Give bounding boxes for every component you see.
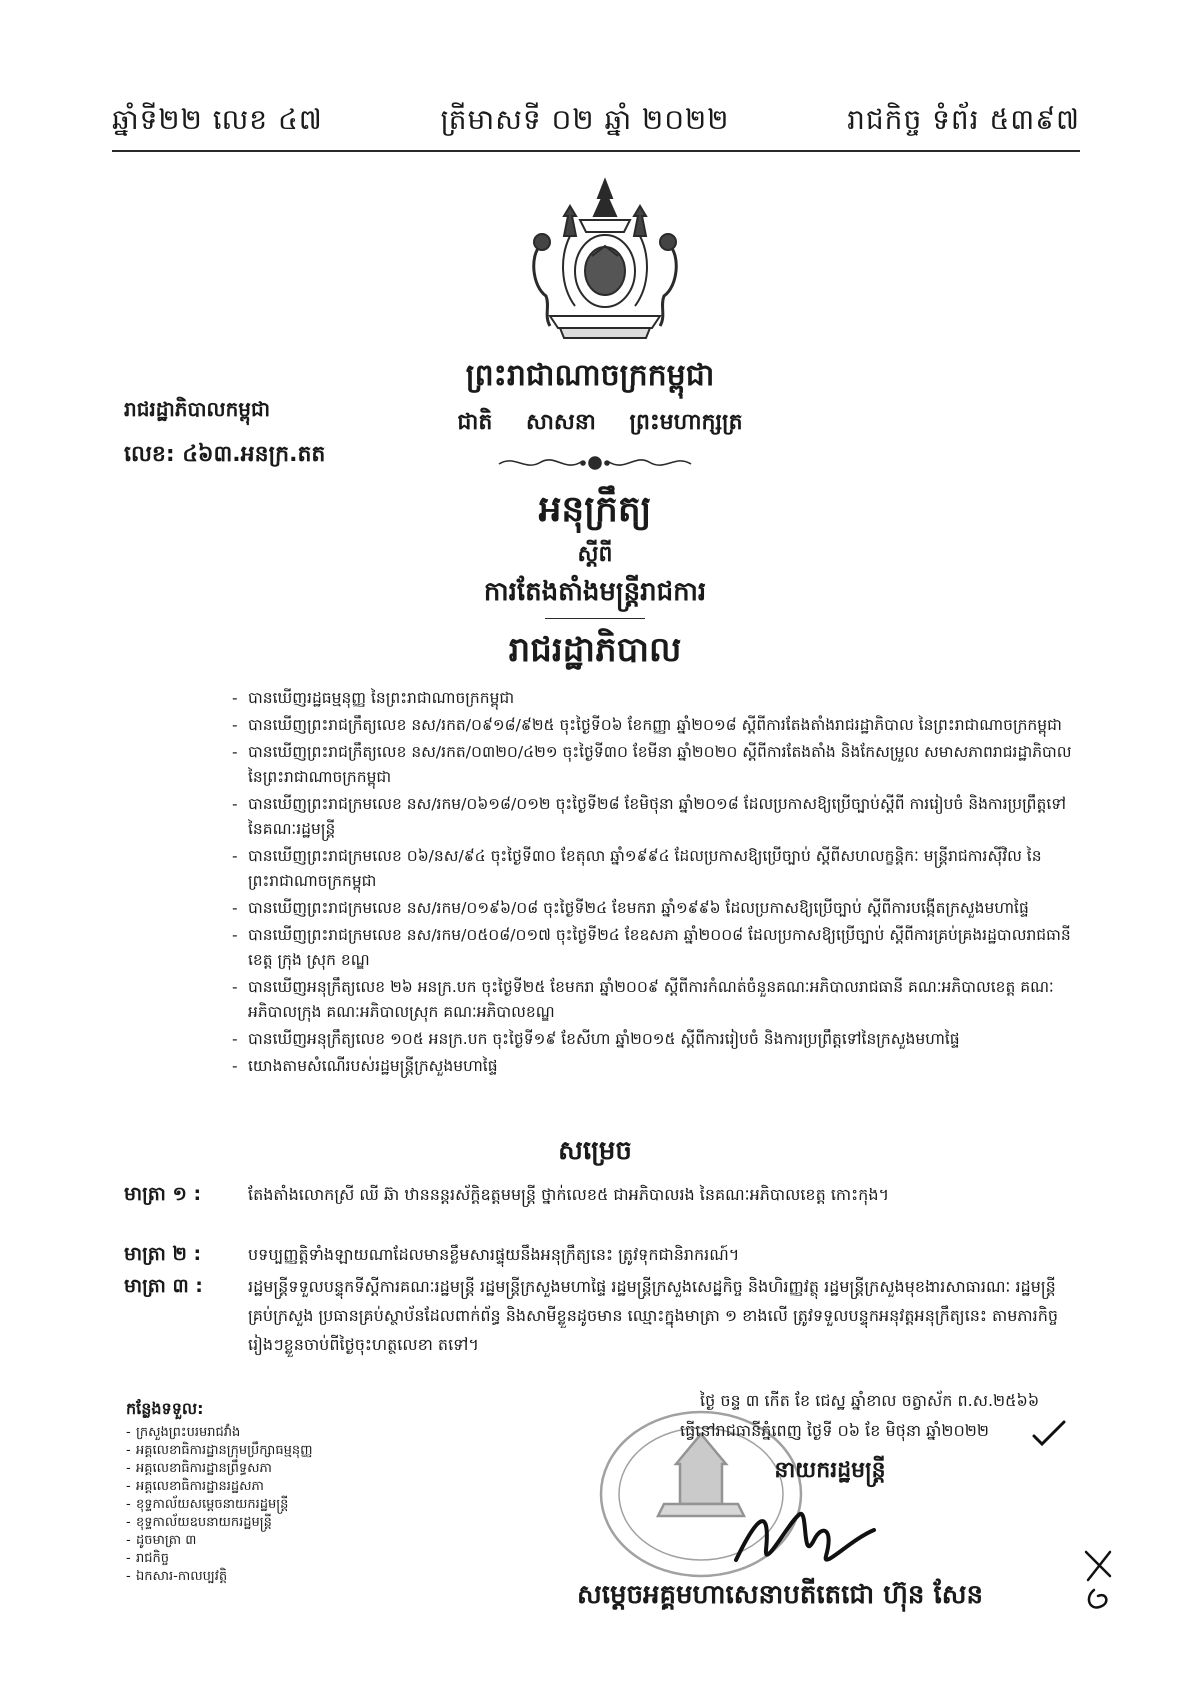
gazette-issue: ឆ្នាំទី២២ លេខ ៤៧: [112, 102, 323, 136]
national-motto: ជាតិ សាសនា ព្រះមហាក្សត្រ: [457, 410, 743, 435]
recipient-item: - អគ្គលេខាធិការដ្ឋានរដ្ឋសភា: [126, 1478, 426, 1496]
reference-number: លេខ: ៤៦៣.អនក្រ.តត: [124, 442, 326, 467]
consideration-item: - បានឃើញអនុក្រឹត្យលេខ ២៦ អនក្រ.បក ចុះថ្ងៃទី២៥ ខែមករា ឆ្នាំ២០០៩ ស្តីពីការកំណត់ចំនួនគណៈអភិបាលរាជធានី គណៈអភិបាលខេត្ត គណៈអភិបាលក្រុង គណៈអភិបាលស្រុក គណៈអភិបាលខណ្ឌ: [232, 975, 1072, 1025]
article-label: មាត្រា ១ :: [124, 1183, 202, 1205]
consideration-item: - បានឃើញព្រះរាជក្រមលេខ ០៦/នស/៩៤ ចុះថ្ងៃទី៣០ ខែតុលា ឆ្នាំ១៩៩៤ ដែលប្រកាសឱ្យប្រើច្បាប់ ស្តីពីសហលក្ខន្តិកៈ មន្ត្រីរាជការស៊ីវិល នៃព្រះរាជាណាចក្រកម្ពុជា: [232, 844, 1072, 894]
royal-coat-of-arms-icon: [520, 176, 690, 346]
recipient-item: - ក្រសួងព្រះបរមរាជវាំង: [126, 1424, 426, 1442]
margin-initials-icon: [1080, 1546, 1120, 1616]
tick-mark-icon: [1032, 1420, 1066, 1446]
recipient-item: - ខុទ្ទកាល័យសម្តេចនាយករដ្ឋមន្ត្រី: [126, 1496, 426, 1514]
signature-icon: [730, 1500, 880, 1578]
recipient-item: - ឯកសារ-កាលប្បវត្តិ: [126, 1568, 426, 1586]
consideration-item: - បានឃើញព្រះរាជក្រមលេខ នស/រកម/០១៩៦/០៨ ចុះថ្ងៃទី២៤ ខែមករា ឆ្នាំ១៩៩៦ ដែលប្រកាសឱ្យប្រើច្បាប់ ស្តីពីការបង្កើតក្រសួងមហាផ្ទៃ: [232, 896, 1072, 921]
gazette-page-number: រាជកិច្ច ទំព័រ ៥៣៩៧: [847, 102, 1080, 136]
recipients-title: កន្លែងទទួល:: [126, 1399, 204, 1418]
recipient-item: - ខុទ្ទកាល័យឧបនាយករដ្ឋមន្ត្រី: [126, 1514, 426, 1532]
recipient-item: - ដូចមាត្រា ៣: [126, 1532, 426, 1550]
consideration-item: - បានឃើញព្រះរាជក្រឹត្យលេខ នស/រកត/០៣២០/៤២១ ចុះថ្ងៃទី៣០ ខែមីនា ឆ្នាំ២០២០ ស្តីពីការតែងតាំង និងកែសម្រួល សមាសភាពរាជរដ្ឋាភិបាល នៃព្រះរាជាណាចក្រកម្ពុជា: [232, 740, 1072, 790]
document-type: អនុក្រឹត្យ: [538, 489, 652, 530]
article-2: [124, 1240, 1072, 1269]
article-text: បទប្បញ្ញត្តិទាំងឡាយណាដែលមានខ្លឹមសារផ្ទុយនឹងអនុក្រឹត្យនេះ ត្រូវទុកជានិរាករណ៍។: [248, 1245, 740, 1264]
kingdom-title: ព្រះរាជាណាចក្រកម្ពុជា: [465, 358, 715, 393]
gazette-header: [112, 92, 1080, 152]
recipients-block: [126, 1400, 426, 1586]
consideration-item: - យោងតាមសំណើរបស់រដ្ឋមន្ត្រីក្រសួងមហាផ្ទៃ: [232, 1054, 1072, 1079]
document-subject: ការតែងតាំងមន្ត្រីរាជការ: [483, 577, 707, 607]
decision-heading: សម្រេច: [558, 1136, 632, 1166]
considerations-list: [232, 686, 1072, 1081]
recipient-item: - អគ្គលេខាធិការដ្ឋានក្រុមប្រឹក្សាធម្មនុញ្ញ: [126, 1442, 426, 1460]
header-rule: [112, 150, 1080, 152]
consideration-item: - បានឃើញព្រះរាជក្រមលេខ នស/រកម/០៥០៨/០១៧ ចុះថ្ងៃទី២៤ ខែឧសភា ឆ្នាំ២០០៨ ដែលប្រកាសឱ្យប្រើច្បាប់ ស្តីពីការគ្រប់គ្រងរដ្ឋបាលរាជធានី ខេត្ត ក្រុង ស្រុក ខណ្ឌ: [232, 923, 1072, 973]
ornament-divider-icon: [495, 452, 695, 474]
recipient-item: - អគ្គលេខាធិការដ្ឋានព្រឹទ្ធសភា: [126, 1460, 426, 1478]
consideration-item: - បានឃើញរដ្ឋធម្មនុញ្ញ នៃព្រះរាជាណាចក្រកម្ពុជា: [232, 686, 1072, 711]
issuing-authority: រាជរដ្ឋាភិបាលកម្ពុជា: [124, 397, 270, 421]
section-divider: [545, 618, 645, 619]
article-3: [124, 1272, 1072, 1359]
recipient-item: - រាជកិច្ច: [126, 1550, 426, 1568]
consideration-item: - បានឃើញព្រះរាជក្រមលេខ នស/រកម/០៦១៨/០១២ ចុះថ្ងៃទី២៨ ខែមិថុនា ឆ្នាំ២០១៨ ដែលប្រកាសឱ្យប្រើច្បាប់ស្តីពី ការរៀបចំ និងការប្រព្រឹត្តទៅ នៃគណៈរដ្ឋមន្ត្រី: [232, 792, 1072, 842]
signer-name: សម្តេចអគ្គមហាសេនាបតីតេជោ ហ៊ុន សែន: [577, 1580, 983, 1610]
signer-title: នាយករដ្ឋមន្ត្រី: [774, 1458, 886, 1483]
consideration-item: - បានឃើញអនុក្រឹត្យលេខ ១០៥ អនក្រ.បក ចុះថ្ងៃទី១៩ ខែសីហា ឆ្នាំ២០១៥ ស្តីពីការរៀបចំ និងការប្រព្រឹត្តទៅនៃក្រសួងមហាផ្ទៃ: [232, 1027, 1072, 1052]
article-text: រដ្ឋមន្ត្រីទទួលបន្ទុកទីស្តីការគណៈរដ្ឋមន្ត្រី រដ្ឋមន្ត្រីក្រសួងមហាផ្ទៃ រដ្ឋមន្ត្រីក្រសួងសេដ្ឋកិច្ច និងហិរញ្ញវត្ថុ រដ្ឋមន្ត្រីក្រសួងមុខងារសាធារណៈ រដ្ឋមន្ត្រីគ្រប់ក្រសួង ប្រធានគ្រប់ស្ថាប័នដែលពាក់ព័ន្ធ និងសាមីខ្លួនដូចមាន ឈ្មោះក្នុងមាត្រា ១ ខាងលើ ត្រូវទទួលបន្ទុកអនុវត្តអនុក្រឹត្យនេះ តាមភារកិច្ចរៀងៗខ្លួនចាប់ពីថ្ងៃចុះហត្ថលេខា តទៅ។: [248, 1277, 1059, 1354]
recipients-list: [126, 1424, 426, 1586]
consideration-item: - បានឃើញព្រះរាជក្រឹត្យលេខ នស/រកត/០៩១៨/៩២៥ ចុះថ្ងៃទី០៦ ខែកញ្ញា ឆ្នាំ២០១៨ ស្តីពីការតែងតាំងរាជរដ្ឋាភិបាល នៃព្រះរាជាណាចក្រកម្ពុជា: [232, 713, 1072, 738]
gazette-date: ត្រីមាសទី ០២ ឆ្នាំ ២០២២: [440, 102, 730, 136]
document-about: ស្តីពី: [577, 542, 613, 567]
article-text: តែងតាំងលោកស្រី ឈី ឆ៊ា ឋាននន្តរស័ក្តិឧត្តមមន្ត្រី ថ្នាក់លេខ៥ ជាអភិបាលរង នៃគណៈអភិបាលខេត្ត កោះកុង។: [248, 1185, 890, 1204]
article-label: មាត្រា ២ :: [124, 1243, 202, 1265]
decider-title: រាជរដ្ឋាភិបាល: [508, 630, 682, 670]
signing-place-date: ធ្វើនៅរាជធានីភ្នំពេញ ថ្ងៃទី ០៦ ខែ មិថុនា ឆ្នាំ២០២២: [680, 1421, 990, 1440]
lunar-date: ថ្ងៃ ចន្ទ ៣ កើត ខែ ជេស្ឋ ឆ្នាំខាល ចត្វាស័ក ព.ស.២៥៦៦: [700, 1391, 1040, 1410]
article-1: [124, 1180, 1072, 1209]
article-label: មាត្រា ៣ :: [124, 1275, 203, 1297]
